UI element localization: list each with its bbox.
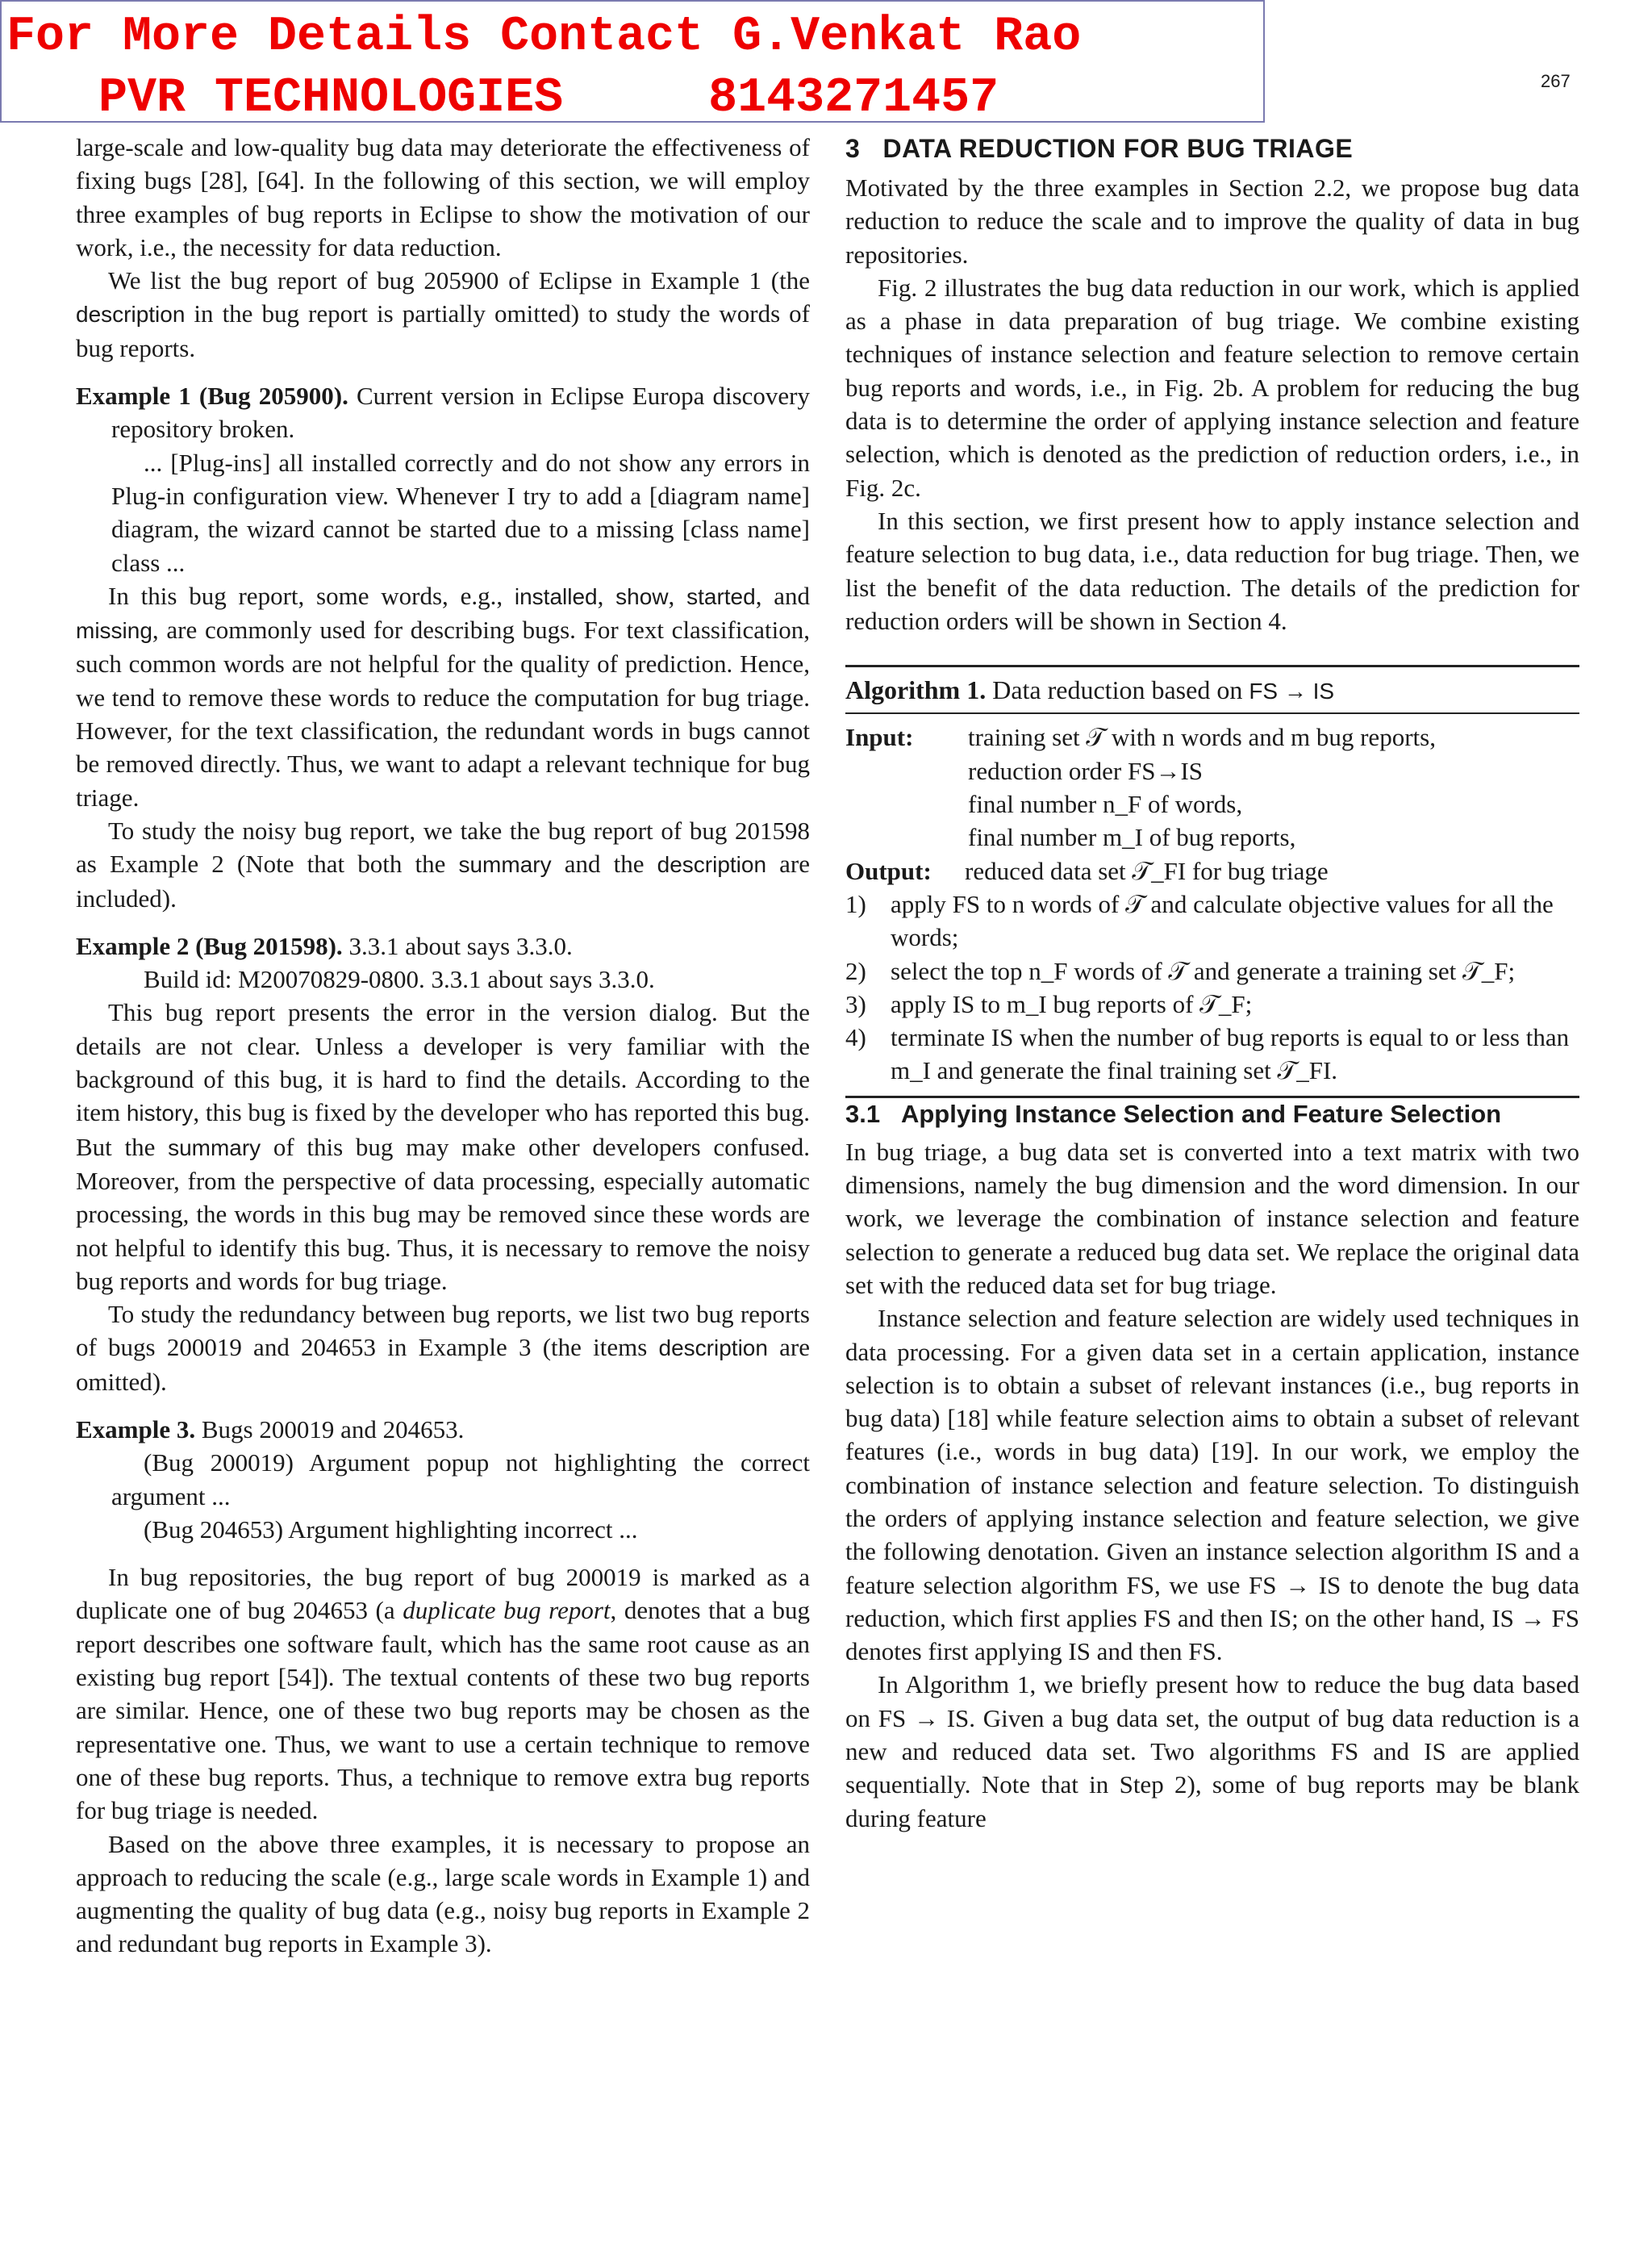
example-title: Example 1 (Bug 205900).: [76, 382, 348, 411]
paragraph: In this bug report, some words, e.g., installed, show, started, and missing, are commonly used for describing bugs. For text classification, such common words are not helpful for the quality of prediction. Hence, we tend to remove these words to reduce the computation for bug triage. However, for the text classification, the redundant words in bugs cannot be removed directly. Thus, we want to adapt a relevant technique for bug triage.: [76, 581, 811, 812]
paragraph: Based on the above three examples, it is necessary to propose an approach to reducing the scale (e.g., large scale words in Example 1) and augmenting the quality of bug data (e.g., noisy bug reports in Example 2 and redundant bug reports in Example 3).: [76, 1829, 810, 1958]
algorithm-step: 3) apply IS to m_I bug reports of 𝒯_F;: [845, 989, 1253, 1018]
page-number: 267: [1541, 71, 1571, 91]
example-body: (Bug 204653) Argument highlighting incorrect ...: [144, 1514, 638, 1544]
algorithm-step: 2) select the top n_F words of 𝒯 and generate a training set 𝒯_F;: [845, 956, 1516, 985]
paragraph: In this section, we first present how to apply instance selection and feature selection to bug data, i.e., data reduction for bug triage. Then, we list the benefit of the data reduction. The details of the prediction for reduction orders will be shown in Section 4.: [845, 506, 1579, 635]
algorithm-title: Algorithm 1. Data reduction based on FS → IS: [845, 667, 1579, 714]
paragraph: To study the noisy bug report, we take the bug report of bug 201598 as Example 2 (Note that both the summary and the description are included).: [76, 816, 811, 913]
paragraph: Instance selection and feature selection are widely used techniques in data processing. For a given data set in a certain application, instance selection is to obtain a subset of relevant instances (i.e., bug reports in bug data) [18] while feature selection aims to obtain a subset of relevant features (i.e., words in bug data) [19]. In our work, we employ the combination of instance selection and feature selection. To distinguish the orders of applying instance selection and feature selection, we give the following denotation. Given an instance selection algorithm IS and a feature selection algorithm FS, we use FS → IS to denote the bug data reduction, which first applies FS and then IS; on the other hand, IS → FS denotes first applying IS and then FS.: [845, 1304, 1579, 1666]
example-body: Build id: M20070829-0800. 3.3.1 about says 3.3.0.: [144, 965, 655, 994]
example-2: Example 2 (Bug 201598). 3.3.1 about says 3.3.0.: [76, 931, 573, 960]
paragraph: Motivated by the three examples in Section 2.2, we propose bug data reduction to reduce the scale and to improve the quality of data in bug repositories.: [845, 173, 1579, 269]
example-title: Example 3.: [76, 1414, 196, 1443]
subsection-heading: 3.1 Applying Instance Selection and Feature Selection: [845, 1099, 1502, 1128]
right-column: [845, 131, 1579, 1835]
paragraph: This bug report presents the error in the version dialog. But the details are not clear. Unless a developer is very familiar with the background of this bug, it is hard to find the details. According to the item history, this bug is fixed by the developer who has reported this bug. But the summary of this bug may make other developers confused. Moreover, from the perspective of data processing, especially automatic processing, the words in this bug may be removed since these words are not helpful to identify this bug. Thus, it is necessary to remove the noisy bug reports and words for bug triage.: [76, 998, 810, 1295]
section-heading: 3 DATA REDUCTION FOR BUG TRIAGE: [845, 134, 1354, 163]
contact-banner: [0, 0, 1265, 126]
left-column: [76, 131, 810, 1961]
paragraph: large-scale and low-quality bug data may deteriorate the effectiveness of fixing bugs [28], [64]. In the following of this section, we will employ three examples of bug reports in Eclipse to show the motivation of our work, i.e., the necessity for data reduction.: [76, 133, 810, 261]
paragraph: In bug triage, a bug data set is converted into a text matrix with two dimensions, namely the bug dimension and the word dimension. In our work, we leverage the combination of instance selection and feature selection to generate a reduced bug data set. We replace the original data set with the reduced data set for bug triage.: [845, 1137, 1579, 1299]
example-title: Example 2 (Bug 201598).: [76, 931, 343, 960]
example-body: ... [Plug-ins] all installed correctly and do not show any errors in Plug-in configuration view. Whenever I try to add a [diagram name] diagram, the wizard cannot be started due to a missing [class name] class ...: [111, 448, 810, 577]
algorithm-box: [845, 665, 1579, 1098]
input-line: final number n_F of words,: [968, 790, 1243, 819]
input-line: reduction order FS→IS: [968, 756, 1204, 785]
field-name: description: [76, 302, 186, 328]
example-1: Example 1 (Bug 205900). Current version in Eclipse Europa discovery repository broken.: [76, 382, 810, 444]
paragraph: In Algorithm 1, we briefly present how to reduce the bug data based on FS → IS. Given a bug data set, the output of bug data reduction is a new and reduced data set. Two algorithms FS and IS are applied sequentially. Note that in Step 2), some of bug reports may be blank during feature: [845, 1670, 1579, 1832]
input-line: final number m_I of bug reports,: [968, 823, 1296, 852]
algorithm-output: Output: reduced data set 𝒯_FI for bug triage: [845, 856, 1329, 885]
paragraph: In bug repositories, the bug report of bug 200019 is marked as a duplicate one of bug 204653 (a duplicate bug report, denotes that a bug report describes one software fault, which has the same root cause as an existing bug report [54]). The textual contents of these two bug reports are similar. Hence, one of these two bug reports may be chosen as the representative one. Thus, we want to use a certain technique to remove one of these bug reports. Thus, a technique to remove extra bug reports for bug triage is needed.: [76, 1563, 810, 1825]
banner-contact-line: For More Details Contact G.Venkat Rao: [6, 10, 1082, 65]
algorithm-step: 4) terminate IS when the number of bug reports is equal to or less than m_I and generate the final training set 𝒯_FI.: [845, 1023, 1570, 1085]
paragraph: Fig. 2 illustrates the bug data reduction in our work, which is applied as a phase in data preparation of bug triage. We combine existing techniques of instance selection and feature selection to remove certain bug reports and words, i.e., in Fig. 2b. A problem for reducing the bug data is to determine the order of applying instance selection and feature selection, which is denoted as the prediction of reduction orders, i.e., in Fig. 2c.: [845, 273, 1579, 502]
input-line: training set 𝒯 with n words and m bug reports,: [968, 723, 1436, 752]
example-3: Example 3. Bugs 200019 and 204653.: [76, 1414, 465, 1443]
example-body: (Bug 200019) Argument popup not highlighting the correct argument ...: [111, 1448, 810, 1510]
algorithm-step: 1) apply FS to n words of 𝒯 and calculate objective values for all the words;: [845, 889, 1554, 952]
paragraph: To study the redundancy between bug reports, we list two bug reports of bugs 200019 and 204653 in Example 3 (the items description are omitted).: [76, 1300, 811, 1396]
paragraph: We list the bug report of bug 205900 of Eclipse in Example 1 (the description in the bug report is partially omitted) to study the words of bug reports.: [76, 266, 810, 362]
algorithm-input: Input: training set 𝒯 with n words and m bug reports, reduction order FS→IS final number n_F of words, final number m_I of bug reports,: [845, 721, 1579, 854]
banner-company-line: PVR TECHNOLOGIES 8143271457: [98, 71, 999, 126]
